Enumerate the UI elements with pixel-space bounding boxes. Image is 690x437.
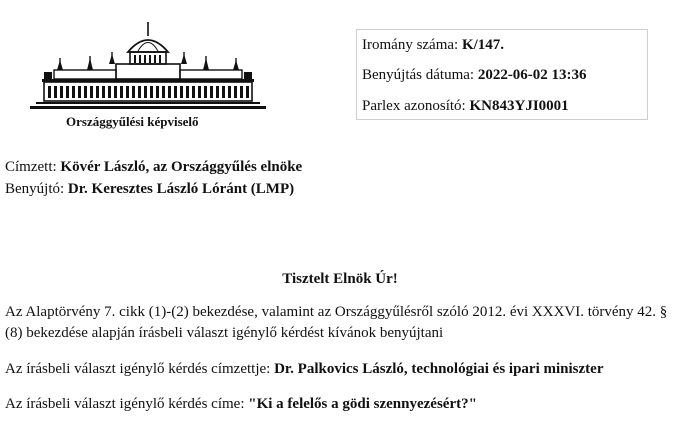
parlex-row [362, 98, 569, 115]
question-title-label: Az írásbeli választ igénylő kérdés címe: [5, 396, 249, 412]
question-title-value: "Ki a felelős a gödi szennyezésért?" [248, 396, 477, 412]
submitter-value: Dr. Keresztes László Lóránt (LMP) [67, 181, 295, 197]
recipient-label: Címzett: [5, 159, 61, 175]
recipient-value: Kövér László, az Országgyűlés elnöke [60, 159, 303, 175]
parlex-value: KN843YJI0001 [469, 98, 569, 114]
question-title-paragraph [5, 394, 677, 415]
addressee-paragraph [5, 359, 677, 380]
salutation: Tisztelt Elnök Úr! [282, 271, 398, 287]
iromany-value: K/147. [461, 37, 505, 53]
recipient-line [5, 159, 302, 176]
iromany-row [362, 37, 504, 54]
parliament-logo [30, 22, 266, 114]
document-metadata-box [356, 29, 648, 120]
logo-caption: Országgyűlési képviselő [66, 114, 199, 129]
date-row [362, 67, 587, 84]
intro-paragraph: Az Alaptörvény 7. cikk (1)-(2) bekezdése, valamint az Országgyűlésről szóló 2012. évi XXXVI. törvény 42. § (8) bekezdése alapján írásbeli választ igénylő kérdést kívánok benyújtani [5, 304, 668, 341]
parliament-building-icon [30, 22, 266, 114]
date-value: 2022-06-02 13:36 [477, 67, 587, 83]
iromany-label: Iromány száma: [362, 37, 462, 53]
submitter-label: Benyújtó: [5, 181, 68, 197]
addressee-value: Dr. Palkovics László, technológiai és ipari miniszter [274, 361, 604, 377]
submitter-line [5, 181, 294, 198]
date-label: Benyújtás dátuma: [362, 67, 478, 83]
parlex-label: Parlex azonosító: [362, 98, 470, 114]
addressee-label: Az írásbeli választ igénylő kérdés címzettje: [5, 361, 275, 377]
